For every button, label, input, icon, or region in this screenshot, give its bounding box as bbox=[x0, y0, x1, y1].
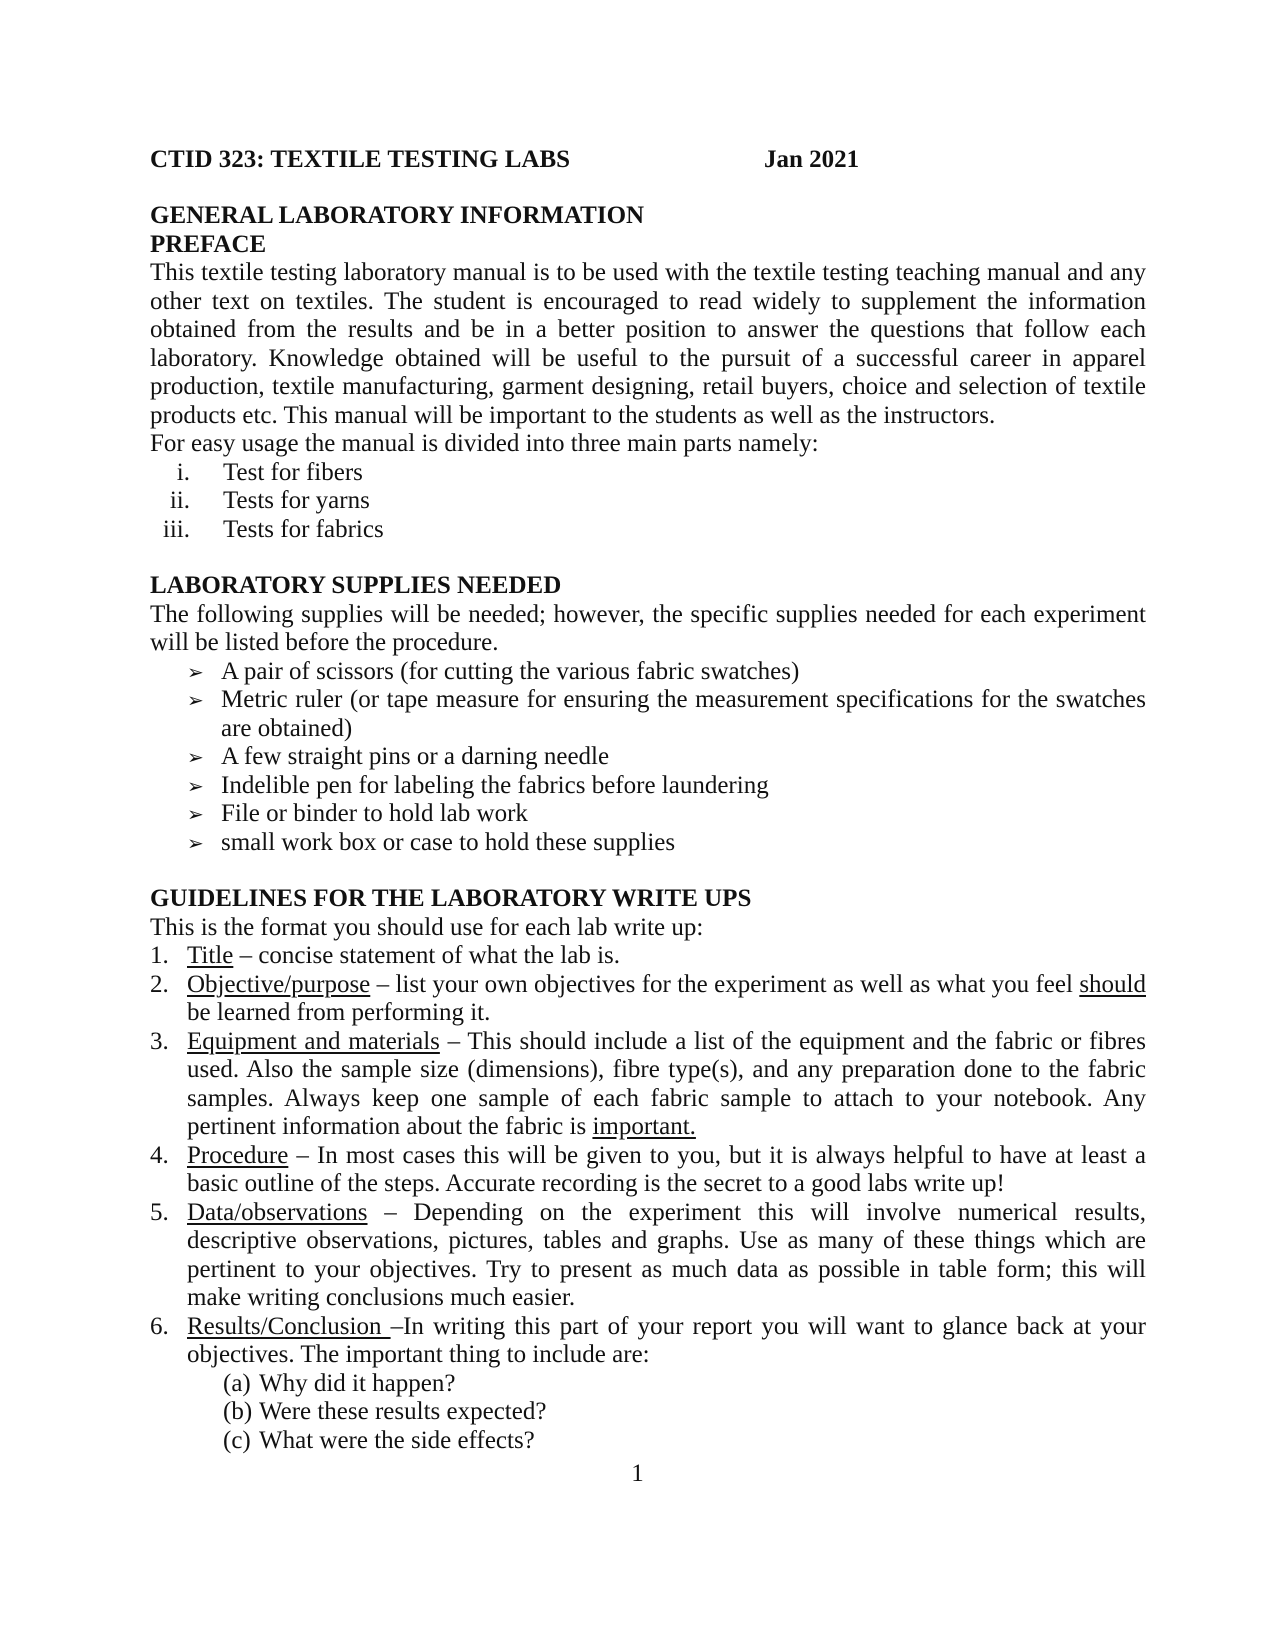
list-item: 4. Procedure – In most cases this will be given to you, but it is always helpful to have at least a basic outline of the steps. Accurate recording is the secret to a good labs write up! bbox=[150, 1141, 1146, 1197]
supplies-intro: The following supplies will be needed; however, the specific supplies needed for each experiment will be listed before the procedure. bbox=[150, 600, 1146, 656]
list-item: ➢ A few straight pins or a darning needle bbox=[187, 743, 610, 770]
list-item: 2. Objective/purpose – list your own objectives for the experiment as well as what you feel should be learned from performing it. bbox=[150, 970, 1146, 1026]
conclusion-sublist bbox=[150, 1370, 1146, 1456]
supplies-list bbox=[150, 658, 1146, 858]
guidelines-heading: GUIDELINES FOR THE LABORATORY WRITE UPS bbox=[150, 885, 752, 912]
list-item: ➢ small work box or case to hold these supplies bbox=[187, 828, 676, 856]
list-item: 5. Data/observations – Depending on the experiment this will involve numerical results, descriptive observations, pictures, tables and graphs. Use as many of these things which are pertinent to your objectives. Try to present as much data as possible in table form; this will make writing conclusions much easier. bbox=[150, 1198, 1146, 1311]
list-item: ii. Tests for yarns bbox=[169, 487, 370, 514]
list-item: 3. Equipment and materials – This should include a list of the equipment and the fabric or fibres used. Also the sample size (dimensions), fibre type(s), and any preparation done to the fabric samples. Always keep one sample of each fabric sample to attach to your notebook. Any pertinent information about the fabric is important. bbox=[150, 1027, 1146, 1140]
arrowhead-bullet-icon: ➢ bbox=[187, 773, 204, 798]
arrowhead-bullet-icon: ➢ bbox=[187, 688, 204, 712]
general-heading: GENERAL LABORATORY INFORMATION bbox=[150, 202, 645, 229]
list-item: (b) Were these results expected? bbox=[223, 1398, 547, 1425]
list-item: ➢ Indelible pen for labeling the fabrics before laundering bbox=[187, 771, 769, 799]
document-header bbox=[150, 146, 1146, 174]
item-term: Objective/purpose bbox=[187, 970, 371, 998]
parts-intro: For easy usage the manual is divided into three main parts namely: bbox=[150, 430, 819, 457]
list-item: (a) Why did it happen? bbox=[223, 1369, 456, 1397]
list-item: 6. Results/Conclusion –In writing this part of your report you will want to glance back at your objectives. The important thing to include are: bbox=[150, 1312, 1146, 1368]
list-item: ➢ A pair of scissors (for cutting the various fabric swatches) bbox=[187, 657, 800, 685]
list-item: 1. Title – concise statement of what the lab is. bbox=[150, 942, 621, 969]
preface-heading: PREFACE bbox=[150, 230, 267, 258]
document-date: Jan 2021 bbox=[764, 146, 860, 173]
arrowhead-bullet-icon: ➢ bbox=[187, 802, 204, 826]
item-term: Title bbox=[187, 942, 234, 969]
list-item: iii. Tests for fabrics bbox=[162, 515, 384, 543]
page-number: 1 bbox=[631, 1460, 644, 1487]
supplies-heading: LABORATORY SUPPLIES NEEDED bbox=[150, 572, 562, 599]
list-item: ➢ File or binder to hold lab work bbox=[187, 800, 528, 827]
arrowhead-bullet-icon: ➢ bbox=[187, 659, 204, 684]
list-item: i. Test for fibers bbox=[176, 458, 363, 486]
guidelines-intro: This is the format you should use for each lab write up: bbox=[150, 913, 704, 941]
guidelines-list bbox=[150, 942, 1146, 1370]
arrowhead-bullet-icon: ➢ bbox=[187, 830, 204, 855]
item-term: Equipment and materials bbox=[187, 1027, 440, 1055]
item-term: Procedure bbox=[187, 1141, 289, 1169]
parts-list bbox=[150, 459, 1146, 545]
arrowhead-bullet-icon: ➢ bbox=[187, 745, 204, 769]
course-title: CTID 323: TEXTILE TESTING LABS bbox=[150, 146, 571, 173]
item-term: Results/Conclusion bbox=[187, 1312, 391, 1340]
list-item: ➢ Metric ruler (or tape measure for ensuring the measurement specifications for the swatches are obtained) bbox=[187, 686, 1146, 742]
list-item: (c) What were the side effects? bbox=[223, 1426, 535, 1454]
document-page bbox=[150, 146, 1146, 1455]
preface-paragraph: This textile testing laboratory manual is to be used with the textile testing teaching manual and any other text on textiles. The student is encouraged to read widely to supplement the information obtained from the results and be in a better position to answer the questions that follow each laboratory. Knowledge obtained will be useful to the pursuit of a successful career in apparel production, textile manufacturing, garment designing, retail buyers, choice and selection of textile products etc. This manual will be important to the students as well as the instructors. bbox=[150, 259, 1146, 429]
item-term: Data/observations bbox=[187, 1198, 368, 1226]
